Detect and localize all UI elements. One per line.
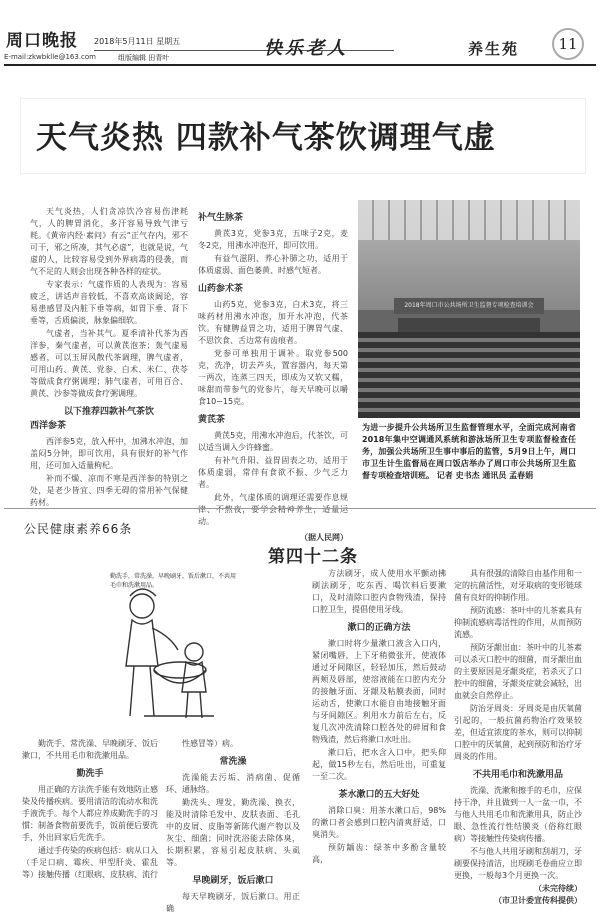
subheading-brushing: 早晚刷牙，饭后漱口 [192, 876, 274, 886]
paragraph: 预防牙龈出血：茶叶中的儿茶素可以杀灭口腔中的细菌，而牙龈出血的主要原因是牙龈炎症，若杀灭了口腔中的细菌，牙龈炎症就会减轻，出血就会自然停止。 [454, 643, 582, 700]
column-brand: 快乐老人 [264, 38, 348, 59]
paragraph: 黄芪3克，党参3克，五味子2克，麦冬2克，用沸水冲泡开，即可饮用。 [198, 229, 348, 250]
paragraph: 防治牙周炎：牙周炎是由厌氧菌引起的，一般抗菌药物治疗效果较差，但适宜浓度的茶水，则可以抑制口腔中的厌氧菌，起到预防和治疗牙周炎的作用。 [454, 704, 582, 761]
subheading-tea-benefits: 茶水漱口的五大好处 [338, 790, 420, 800]
paragraph: 山药5克，党参3克，白术3克，将三味药材用沸水冲泡，加开水冲泡，代茶饮。有健脾益胃之功，适用于脾胃气虚、不思饮食、舌边常有齿痕者。 [198, 300, 348, 345]
article2-column-d [454, 568, 582, 907]
photo-stage [398, 318, 540, 332]
paragraph: 消除口臭：用茶水漱口后，98%的漱口者会感到口腔内清爽舒适，口臭消失。 [312, 806, 446, 839]
illustration-caption: 勤洗手，常洗澡，早晚刷牙，饭后漱口，不共用毛巾和洗漱用品。 [110, 573, 237, 589]
paragraph: 有补气升阳、益胃固表之功，适用于体质虚弱，常伴有食欲不振、少气乏力者。 [198, 456, 348, 489]
paper-logo: 周口晚报 [6, 31, 78, 51]
article2-column-a [22, 738, 158, 882]
masthead [0, 0, 600, 64]
paragraph: 黄芪5克，用沸水冲泡后，代茶饮，可以适当调入少许蜂蜜。 [198, 431, 348, 452]
series-title: 公民健康素养66条 [24, 522, 133, 536]
paragraph: 每天早晚刷牙，饭后漱口。用正确 [166, 892, 300, 913]
subheading-xiyangshen: 西洋参茶 [30, 421, 67, 431]
paragraph: 不与他人共用牙刷和刮胡刀，牙刷要保持清洁，出现刷毛卷曲应立即更换，一般每3个月更换一次。 [454, 847, 582, 880]
paragraph: 漱口时将少量漱口液含入口内，紧闭嘴唇，上下牙稍微张开，使液体通过牙间隙区，轻轻加压，然后鼓动两颊及唇部，使溶液能在口腔内充分的接触牙面、牙龈及粘膜表面，同时运动舌，使漱口水能自由地接触牙面与牙间隙区。利用水力前后左右，反复几次冲洗清除口腔各处的碎屑和食物残渣，然后将漱口水吐出。 [312, 639, 446, 744]
page-number-badge: 11 [552, 28, 584, 60]
paragraph: 气虚者，当补其气。夏季清补代茶为西洋参，秦气虚者，可以黄芪泡茶；轰气虚易感者，可以玉屏风散代茶调理，脾气虚者，可用山药、黄芪、党参、白术、米仁、茯苓等做成食疗粥调理；肺气虚者，可用百合、黄芪、沙参等做成食疗粥调理。 [30, 329, 188, 398]
paragraph: 勤洗头、理发，勤洗澡、换衣，能及时清除毛发中、皮肤表面、毛孔中的皮屑、皮脂等新陈代谢产物以及灰尘、细菌；同时洗浴能去除体臭，长期积累，容易引起皮肤病、头虱等。 [166, 798, 300, 867]
paragraph: 天气炎热，人们贪凉饮冷容易伤津耗气，人的脾胃消化，多汗容易导致气津亏耗。《黄帝内经·素问》有云“正气存内，邪不可干，邪之所凑，其气必虚”，也就是说，气虚的人，比较容易受到外界病毒的侵袭，而气不足的人则会出现各种各样的症状。 [30, 207, 188, 276]
paragraph: 漱口后，把水含入口中，把头仰起，做15秒左右，然后吐出，可重复一至二次。 [312, 748, 446, 781]
photo-caption: 为进一步提升公共场所卫生监督管理水平，全面完成河南省2018年集中空调通风系统和游泳场所卫生专项监督检查任务，加强公共场所卫生事中事后的监管，5月9日上午，周口市卫生计生监督局在周口饭店举办了周口市公共场所卫生监督专项检查培训班。 记者 史书杰 通讯员 孟春娟 [362, 423, 576, 480]
to-be-continued: （未完待续） [534, 884, 582, 893]
article-source: （市卫计委宣传科提供） [494, 896, 582, 905]
article-headline: 天气炎热 四款补气茶饮调理气虚 [36, 120, 496, 156]
photo-banner: 2018年周口市公共场所卫生监督专项检查培训会 [394, 298, 544, 314]
subheading-shanyao: 山药参术茶 [198, 284, 244, 294]
subheading-shengmai: 补气生脉茶 [198, 213, 244, 223]
paragraph: 预防流感：茶叶中的儿茶素具有抑制流感病毒活性的作用，从而预防流感。 [454, 606, 582, 639]
masthead-divider [94, 50, 394, 51]
paragraph: 此外，气虚体质的调理还需要作息规律、不熬夜，要学会精神养生，适量运动。 [198, 493, 348, 526]
paragraph: 用正确的方法洗手能有效地防止感染及传播疾病。要用清洁的流动水和洗手液洗手。每个人都应养成勤洗手的习惯：制备食物前要洗手，饭前便后要洗手，外出回家后先洗手。 [22, 785, 158, 842]
article-number: 第四十二条 [268, 547, 358, 567]
photo-ceiling [358, 200, 580, 240]
section-divider [4, 508, 596, 509]
paragraph: 勤洗手、常洗澡、早晚刷牙、饭后漱口，不共用毛巾和洗漱用品。 [22, 739, 158, 760]
illustration-handwashing [84, 566, 244, 734]
paragraph: 专家表示：气虚作质的人表现为：容易疲乏，讲话声音较低，不喜欢高谈阔论，容易患感冒及内脏下垂等病，如胃下垂、肾下垂等，舌质偏淡，脉象偏细软。 [30, 280, 188, 325]
paragraph: 性感冒等）病。 [182, 739, 238, 748]
subheading-bathing: 常洗澡 [219, 757, 247, 767]
masthead-rule [4, 64, 596, 66]
paragraph: 方法刷牙，成人使用水平颤动拂刷法刷牙，吃东西、喝饮料后要漱口，及时清除口腔内食物残渣，保持口腔卫生，提倡使用牙线。 [312, 569, 446, 614]
article2-column-c [312, 568, 446, 867]
paragraph: 补而不燥、凉而不寒是西洋参的特别之处，是老少皆宜、四季无碍的常用补气保健药材。 [30, 474, 188, 507]
contact-email: E-mail:zkwbklle@163.com [4, 53, 96, 61]
paragraph: 洗澡、洗漱和擦手的毛巾，应保持干净，并且做到一人一盆一巾，不与他人共用毛巾和洗漱用具，防止沙眼、急性流行性结膜炎（俗称红眼病）等接触性传染病传播。 [454, 786, 582, 843]
subheading: 以下推荐四款补气茶饮 [63, 407, 154, 417]
paragraph: 西洋参5克，放入杯中，加沸水冲泡，加盖闷5分钟，即可饮用，具有很好的补气作用，还可加入适量枸杞。 [30, 437, 188, 470]
photo-audience [358, 332, 580, 418]
issue-date: 2018年5月11日 星期五 [94, 37, 181, 46]
article1-column-1 [30, 206, 188, 510]
paragraph: 党参可单独用于调补。取党参500克，洗净，切去芦头，置容器内，每天第一两次，连蒸三四天，即成为又软又糯，味甜而带参气的党参片，每天早晚可以嚼食10~15克。 [198, 349, 348, 406]
paragraph: 具有很强的清除自由基作用和一定的抗菌活性，对牙取病的变形链球菌有良好的抑制作用。 [454, 569, 582, 602]
subheading-handwashing: 勤洗手 [76, 769, 104, 779]
subheading-huangqi: 黄芪茶 [198, 415, 226, 425]
section-title: 养生苑 [468, 40, 520, 58]
article-source: （据人民网） [300, 533, 348, 542]
paragraph: 有益气滋阴、养心补肺之功，适用于体质虚弱、面色萎黄、时感气短者。 [198, 254, 348, 275]
paragraph: 预防龋齿：绿茶中多酚含量较高， [312, 843, 446, 864]
page-editor: 组版编辑 田青叶 [118, 54, 170, 62]
news-photo [358, 200, 580, 418]
subheading-rinsing: 漱口的正确方法 [347, 623, 411, 633]
article2-column-b [166, 738, 300, 916]
article1-column-2 [198, 206, 348, 544]
subheading-no-sharing: 不共用毛巾和洗漱用品 [472, 770, 563, 780]
paragraph: 通过手传染的疾病包括：病从口入（手足口病、霉疾、甲型肝炎、霍乱等）接触传播（红眼病、皮肤病、流行 [22, 846, 158, 879]
paragraph: 洗澡能去污垢、消病菌、促循环、通脉络。 [166, 773, 300, 794]
